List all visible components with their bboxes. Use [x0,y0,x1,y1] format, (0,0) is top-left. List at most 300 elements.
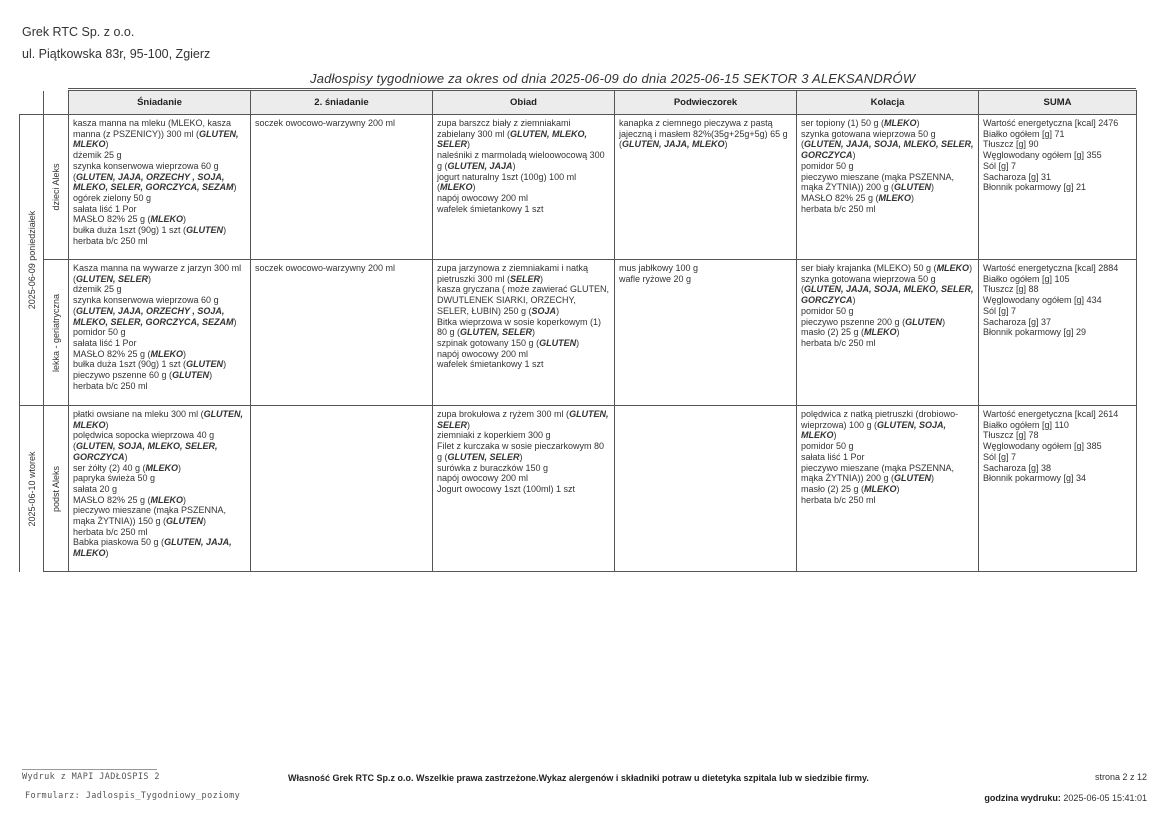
menu-item [73,473,246,484]
menu-item [73,150,246,161]
allergen-list: GLUTEN, SELER [437,409,609,430]
allergen-list: GLUTEN [172,370,210,381]
item-text: ziemniaki z koperkiem 300 g [437,430,551,441]
item-text: pomidor 50 g [73,327,126,338]
allergen-list: GLUTEN, JAJA, ORZECHY , SOJA, MLEKO, SELER, GORCZYCA, SEZAM [73,171,234,193]
menu-item [801,172,974,193]
item-text: Wartość energetyczna [kcal] 2614 [983,409,1119,419]
item-text: ) [556,305,560,316]
item-text: polędwica z natką pietruszki (drobiowo-wieprzowa) 100 g ( [801,409,959,430]
diet-cell [44,260,69,406]
item-text: Babka piaskowa 50 g ( [73,537,165,548]
menu-item [437,359,610,370]
item-text: ) [105,419,109,430]
menu-item [73,263,246,284]
menu-item [619,274,792,285]
allergen-list: GLUTEN, SELER [460,327,533,338]
header-row [20,91,1137,115]
menu-item [73,527,246,538]
item-text: napój owocowy 200 ml [437,473,529,484]
meal-cell [615,260,797,406]
menu-item [801,306,974,317]
meal-cell [797,115,979,260]
diet-label: podst Aleks [51,465,61,512]
print-time-label: godzina wydruku: [984,793,1061,803]
page-number: strona 2 z 12 [1094,772,1147,782]
item-text: napój owocowy 200 ml [437,192,529,203]
menu-item [983,441,1132,452]
menu-item [983,274,1132,285]
day-label: 2025-06-09 poniedziałek [26,210,37,310]
item-text: płatki owsiane na mleku 300 ml ( [73,409,204,419]
allergen-list: MLEKO [150,348,184,359]
item-text: Jogurt owocowy 1szt (100ml) 1 szt [437,483,576,494]
item-text: Białko ogółem [g] 71 [983,128,1065,139]
menu-item [801,193,974,204]
menu-item [983,295,1132,306]
allergen-list: GLUTEN, JAJA, ORZECHY , SOJA, MLEKO, SELER, GORCZYCA, SEZAM [73,305,234,327]
allergen-list: GLUTEN, JAJA, MLEKO [73,537,232,559]
allergen-list: GLUTEN, SELER [76,273,149,284]
allergen-list: GLUTEN, JAJA, SOJA, MLEKO, SELER, GORCZYCA [801,284,974,306]
menu-item [437,284,610,316]
allergen-list: MLEKO [864,327,897,338]
menu-item [437,150,610,171]
menu-item [983,139,1132,150]
item-text: Tłuszcz [g] 90 [983,139,1039,150]
item-text: herbata b/c 250 ml [801,203,876,214]
menu-item [983,430,1132,441]
meal-cell [433,406,615,572]
menu-item [983,129,1132,140]
menu-item [437,349,610,360]
item-text: masło (2) 25 g ( [801,327,865,338]
item-text: ser żółty (2) 40 g ( [73,462,146,473]
menu-item [73,214,246,225]
item-text: herbata b/c 250 ml [73,235,148,246]
menu-title: Jadłospisy tygodniowe za okres od dnia 2025-06-09 do dnia 2025-06-15 SEKTOR 3 ALEKSANDRÓW [310,71,916,86]
item-text: Błonnik pokarmowy [g] 34 [983,473,1087,484]
item-text: ) [896,483,900,494]
item-text: dżemik 25 g [73,150,122,161]
allergen-list: GLUTEN [186,359,224,370]
footer-form: Formularz: Jadlospis_Tygodniowy_poziomy [25,791,241,801]
meal-cell [251,406,433,572]
item-text: ) [233,182,237,193]
footer-ownership: Własność Grek RTC Sp.z o.o. Wszelkie prawa zastrzeżone.Wykaz alergenów i składniki potraw u dietetyka szpitala lub w siedzibie firmy. [288,773,869,783]
menu-item [73,359,246,370]
item-text: sałata liść 1 Por [73,337,137,348]
item-text: wafelek śmietankowy 1 szt [437,359,544,370]
item-text: Kasza manna na wywarze z jarzyn 300 ml ( [73,263,242,284]
item-text: pomidor 50 g [801,160,854,171]
item-text: polędwica sopocka wieprzowa 40 g ( [73,430,215,452]
menu-item [437,172,610,193]
table-row [20,115,1137,260]
item-text: soczek owocowo-warzywny 200 ml [255,118,396,128]
item-text: wafelek śmietankowy 1 szt [437,203,544,214]
menu-item [437,484,610,495]
item-text: herbata b/c 250 ml [801,337,876,348]
item-text: jogurt naturalny 1szt (100g) 100 ml ( [437,171,577,193]
item-text: Filet z kurczaka w sosie pieczarkowym 80 g ( [437,441,605,462]
menu-item [437,409,610,430]
item-text: ) [942,316,946,327]
menu-item [437,338,610,349]
summary-cell [979,406,1137,572]
menu-item [801,338,974,349]
item-text: ) [833,430,837,441]
diet-cell [44,115,69,260]
allergen-list: GLUTEN [905,316,943,327]
column-header: Kolacja [797,91,979,115]
item-text: Wartość energetyczna [kcal] 2476 [983,118,1119,128]
item-text: pieczywo pszenne 60 g ( [73,370,173,381]
column-header: SUMA [979,91,1137,115]
item-text: ) [519,451,523,462]
meal-cell [797,406,979,572]
summary-cell [979,260,1137,406]
allergen-list: SELER [510,273,541,284]
item-text: pieczywo mieszane (mąka PSZENNA, mąka ŻYTNIA)) 150 g ( [73,505,227,527]
day-cell [20,406,44,572]
item-text: ) [223,359,227,370]
item-text: szynka konserwowa wieprzowa 60 g ( [73,160,219,182]
allergen-list: MLEKO [878,192,912,203]
item-text: ) [233,316,237,327]
item-text: ) [178,462,182,473]
menu-item [255,118,428,129]
item-text: ) [203,516,207,527]
menu-item [73,327,246,338]
item-text: herbata b/c 250 ml [801,494,876,505]
menu-item [73,161,246,193]
item-text: Białko ogółem [g] 105 [983,273,1070,284]
item-text: ) [105,139,109,150]
item-text: ) [472,182,476,193]
menu-item [801,484,974,495]
item-text: bułka duża 1szt (90g) 1 szt ( [73,225,187,236]
diet-label: dzieci Aleks [51,163,61,211]
menu-item [73,505,246,526]
item-text: ) [467,139,471,150]
menu-item [983,327,1132,338]
menu-item [437,441,610,462]
title-rule [68,88,1136,89]
menu-item [801,204,974,215]
menu-item [801,463,974,484]
menu-item [73,349,246,360]
menu-item [73,204,246,215]
meal-cell [251,260,433,406]
menu-item [801,161,974,172]
day-label: 2025-06-10 wtorek [26,451,37,527]
print-time-value: 2025-06-05 15:41:01 [1063,793,1147,803]
menu-item [983,473,1132,484]
meal-cell [433,115,615,260]
item-text: Węglowodany ogółem [g] 385 [983,441,1102,452]
company-info [22,22,210,64]
meal-cell [69,406,251,572]
item-text: sałata liść 1 Por [73,203,137,214]
column-header: 2. śniadanie [251,91,433,115]
item-text: ) [183,494,187,505]
menu-item [983,317,1132,328]
item-text: pomidor 50 g [801,441,854,452]
footer-rule [22,769,157,770]
menu-item [73,225,246,236]
item-text: ) [183,348,187,359]
item-text: dżemik 25 g [73,284,122,295]
allergen-list: GLUTEN [186,225,224,236]
allergen-list: GLUTEN, JAJA, SOJA, MLEKO, SELER, GORCZYCA [801,139,974,161]
footer-printout: Wydruk z MAPI JADŁOSPIS 2 [22,772,160,782]
item-text: Sól [g] 7 [983,160,1017,171]
item-text: ) [576,337,580,348]
item-text: Białko ogółem [g] 110 [983,419,1069,430]
item-text: sałata 20 g [73,483,118,494]
menu-item [73,463,246,474]
item-text: ogórek zielony 50 g [73,192,152,203]
menu-item [983,263,1132,274]
allergen-list: GLUTEN, MLEKO [73,128,239,150]
item-text: ) [183,214,187,225]
menu-item [801,327,974,338]
menu-item [801,452,974,463]
summary-cell [979,115,1137,260]
item-text: Sól [g] 7 [983,451,1017,462]
item-text: Błonnik pokarmowy [g] 21 [983,182,1087,193]
menu-item [619,263,792,274]
item-text: szynka gotowana wieprzowa 50 g ( [801,273,936,295]
menu-item [983,172,1132,183]
item-text: Sacharoza [g] 31 [983,171,1052,182]
menu-item [73,118,246,150]
item-text: papryka świeża 50 g [73,473,156,484]
item-text: ) [105,548,109,559]
menu-item [73,537,246,558]
meal-cell [797,260,979,406]
item-text: kasza gryczana ( może zawierać GLUTEN, DWUTLENEK SIARKI, ORZECHY, SELER, ŁUBIN) 250 g ( [437,284,610,316]
item-text: sałata liść 1 Por [801,451,865,462]
menu-item [255,263,428,274]
item-text: Sól [g] 7 [983,305,1017,316]
menu-item [983,150,1132,161]
item-text: MASŁO 82% 25 g ( [73,494,151,505]
menu-item [983,306,1132,317]
day-cell [20,115,44,406]
item-text: ) [148,273,152,284]
menu-item [801,317,974,328]
diet-cell [44,406,69,572]
item-text: soczek owocowo-warzywny 200 ml [255,263,396,273]
allergen-list: GLUTEN, JAJA [447,160,513,171]
menu-item [801,263,974,274]
item-text: ) [209,370,213,381]
item-text: ) [852,150,856,161]
item-text: wafle ryżowe 20 g [619,273,692,284]
item-text: pieczywo mieszane (mąka PSZENNA, mąka ŻYTNIA)) 200 g ( [801,171,955,193]
column-header: Podwieczorek [615,91,797,115]
item-text: kanapka z ciemnego pieczywa z pastą jajeczną i masłem 82%(35g+25g+5g) 65 g ( [619,118,788,150]
allergen-list: GLUTEN [166,516,204,527]
menu-item [73,284,246,295]
menu-item [437,204,610,215]
menu-item [983,420,1132,431]
table-row [20,406,1137,572]
menu-item [801,495,974,506]
item-text: bułka duża 1szt (90g) 1 szt ( [73,359,187,370]
allergen-list: MLEKO [936,263,970,273]
item-text: naleśniki z marmoladą wieloowocową 300 g ( [437,150,605,171]
menu-item [983,409,1132,420]
item-text: Tłuszcz [g] 88 [983,284,1039,295]
item-text: napój owocowy 200 ml [437,348,529,359]
item-text: surówka z buraczków 150 g [437,462,549,473]
allergen-list: GLUTEN, MLEKO, SELER [437,128,588,150]
menu-item [73,338,246,349]
item-text: ) [969,263,973,273]
menu-item [437,463,610,474]
item-text: MASŁO 82% 25 g ( [801,192,879,203]
item-text: ) [540,273,544,284]
item-text: mus jabłkowy 100 g [619,263,699,273]
menu-item [437,118,610,150]
allergen-list: MLEKO [864,483,897,494]
weekly-menu-table [19,90,1137,572]
allergen-list: MLEKO [884,118,917,128]
menu-item [983,463,1132,474]
item-text: szynka gotowana wieprzowa 50 g ( [801,128,936,150]
item-text: kasza manna na mleku (MLEKO, kasza manna (z PSZENICY)) 300 ml ( [73,118,232,139]
allergen-list: GLUTEN, SOJA, MLEKO, SELER, GORCZYCA [73,441,218,462]
item-text: ) [124,451,128,462]
menu-item [983,118,1132,129]
menu-item [73,236,246,247]
item-text: ) [896,327,900,338]
item-text: ) [852,295,856,306]
menu-item [73,495,246,506]
item-text: ) [512,160,516,171]
item-text: ) [911,192,915,203]
item-text: MASŁO 82% 25 g ( [73,348,151,359]
item-text: zupa brokułowa z ryżem 300 ml ( [437,409,570,419]
meal-cell [433,260,615,406]
meal-cell [615,115,797,260]
meal-cell [69,260,251,406]
table-row [20,260,1137,406]
company-address: ul. Piątkowska 83r, 95-100, Zgierz [22,47,211,61]
menu-item [801,118,974,129]
allergen-list: GLUTEN, MLEKO [73,409,244,430]
menu-item [73,430,246,462]
menu-item [619,118,792,150]
menu-item [73,484,246,495]
menu-item [73,381,246,392]
item-text: ) [532,327,536,338]
menu-item [983,161,1132,172]
item-text: Sacharoza [g] 37 [983,316,1052,327]
item-text: MASŁO 82% 25 g ( [73,214,151,225]
item-text: ) [916,118,920,128]
item-text: pieczywo mieszane (mąka PSZENNA, mąka ŻYTNIA)) 200 g ( [801,462,955,484]
meal-cell [69,115,251,260]
menu-item [73,295,246,327]
allergen-list: GLUTEN [539,337,577,348]
item-text: ) [931,182,935,193]
item-text: Węglowodany ogółem [g] 355 [983,150,1102,161]
item-text: ) [467,419,471,430]
item-text: herbata b/c 250 ml [73,526,148,537]
allergen-list: GLUTEN [894,473,932,484]
menu-item [437,430,610,441]
menu-item [801,129,974,161]
corner-blank [20,91,44,115]
item-text: zupa barszcz biały z ziemniakami zabielany 300 ml ( [437,118,571,139]
item-text: Sacharoza [g] 38 [983,462,1052,473]
item-text: Bitka wieprzowa w sosie koperkowym (1) 80 g ( [437,316,602,338]
item-text: pieczywo pszenne 200 g ( [801,316,906,327]
item-text: Błonnik pokarmowy [g] 29 [983,327,1087,338]
item-text: pomidor 50 g [801,305,854,316]
meal-cell [615,406,797,572]
menu-item [73,409,246,430]
allergen-list: MLEKO [150,494,184,505]
menu-item [801,441,974,452]
item-text: ) [223,225,227,236]
menu-item [983,182,1132,193]
menu-item [437,193,610,204]
item-text: Węglowodany ogółem [g] 434 [983,295,1102,306]
diet-label: lekka - geriatryczna [51,293,61,372]
item-text: ) [724,139,728,150]
item-text: ) [931,473,935,484]
item-text: masło (2) 25 g ( [801,483,865,494]
allergen-list: GLUTEN, JAJA, MLEKO [622,139,725,150]
meal-cell [251,115,433,260]
menu-item [983,452,1132,463]
item-text: szynka konserwowa wieprzowa 60 g ( [73,295,219,316]
allergen-list: MLEKO [145,462,179,473]
company-name: Grek RTC Sp. z o.o. [22,25,135,39]
menu-item [801,274,974,306]
item-text: Wartość energetyczna [kcal] 2884 [983,263,1119,273]
allergen-list: GLUTEN, SOJA, MLEKO [801,419,947,441]
menu-item [437,317,610,338]
allergen-list: GLUTEN, SELER [447,451,520,462]
item-text: ser topiony (1) 50 g ( [801,118,885,128]
allergen-list: MLEKO [150,214,184,225]
menu-item [73,193,246,204]
menu-item [801,409,974,441]
item-text: ser biały krajanka (MLEKO) 50 g ( [801,263,937,273]
print-time [984,793,1147,803]
menu-item [437,473,610,484]
item-text: herbata b/c 250 ml [73,380,148,391]
column-header: Obiad [433,91,615,115]
menu-item [73,370,246,381]
column-header: Śniadanie [69,91,251,115]
menu-item [983,284,1132,295]
allergen-list: SOJA [531,305,557,316]
menu-item [437,263,610,284]
allergen-list: GLUTEN [894,182,932,193]
allergen-list: MLEKO [440,182,473,193]
item-text: szpinak gotowany 150 g ( [437,337,540,348]
item-text: zupa jarzynowa z ziemniakami i natką pietruszki 300 ml ( [437,263,589,284]
corner-blank [44,91,69,115]
item-text: Tłuszcz [g] 78 [983,430,1039,441]
